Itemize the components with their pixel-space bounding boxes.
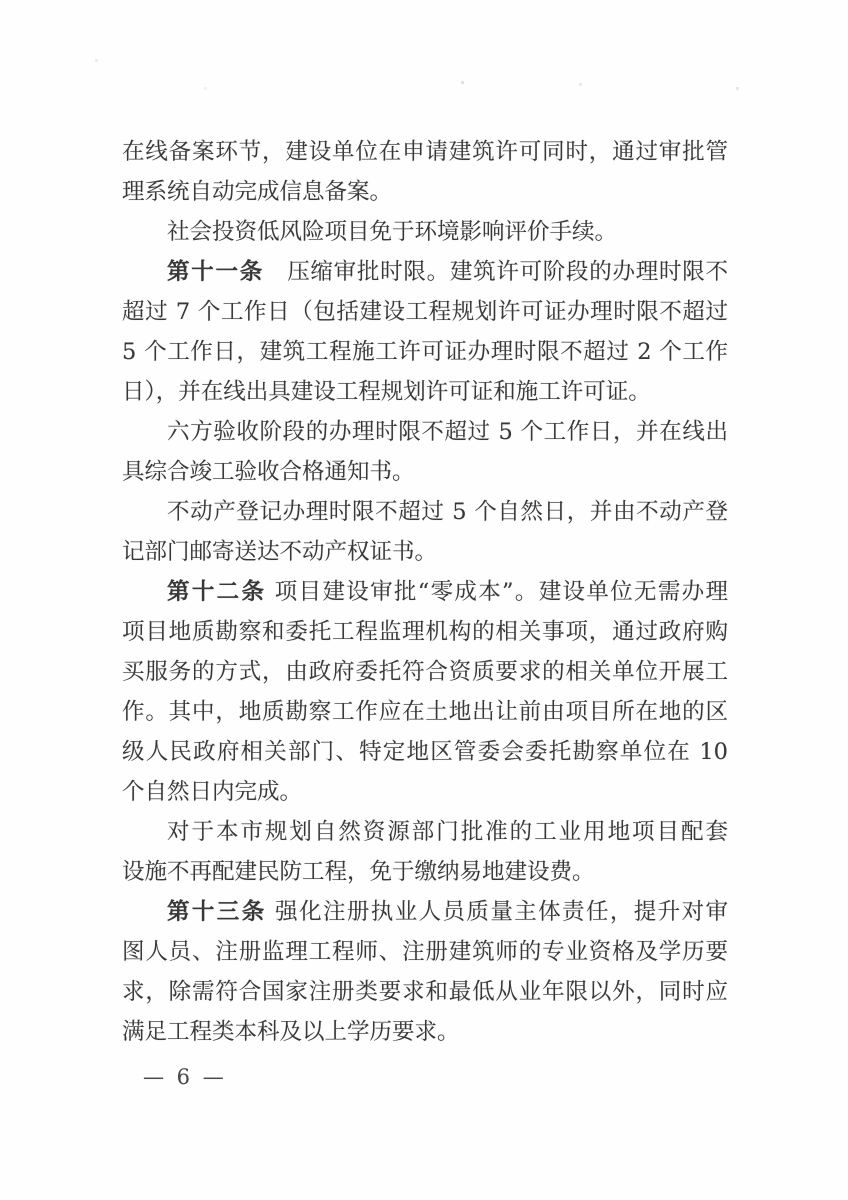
text-line (122, 212, 728, 252)
article-number: 第十三条 (167, 899, 267, 925)
text-line (122, 892, 728, 932)
text-line (122, 372, 728, 412)
page-number: — 6 — (143, 1065, 227, 1089)
line-text: 压缩审批时限。建筑许可阶段的办理时限不 (263, 259, 728, 285)
text-line (122, 532, 728, 572)
text-line (122, 1012, 728, 1052)
text-line (122, 172, 728, 212)
line-text: 记部门邮寄送达不动产权证书。 (122, 539, 438, 565)
article-number: 第十一条 (167, 259, 264, 285)
line-text: 超过 7 个工作日（包括建设工程规划许可证办理时限不超过 (122, 299, 728, 325)
article-number: 第十二条 (167, 579, 267, 605)
line-text: 满足工程类本科及以上学历要求。 (122, 1019, 460, 1045)
line-text: 项目建设审批“零成本”。建设单位无需办理 (266, 579, 728, 605)
document-body (122, 132, 728, 1052)
line-text: 强化注册执业人员质量主体责任，提升对审 (266, 899, 728, 925)
line-text: 在线备案环节，建设单位在申请建筑许可同时，通过审批管 (122, 139, 728, 165)
line-text: 5 个工作日，建筑工程施工许可证办理时限不超过 2 个工作 (122, 339, 728, 365)
line-text: 级人民政府相关部门、特定地区管委会委托勘察单位在 10 (122, 739, 728, 765)
line-text: 六方验收阶段的办理时限不超过 5 个工作日，并在线出 (167, 419, 728, 445)
text-line (122, 612, 728, 652)
text-line (122, 252, 728, 292)
line-text: 具综合竣工验收合格通知书。 (122, 459, 415, 485)
line-text: 个自然日内完成。 (122, 779, 303, 805)
line-text: 图人员、注册监理工程师、注册建筑师的专业资格及学历要 (122, 939, 728, 965)
text-line (122, 572, 728, 612)
text-line (122, 732, 728, 772)
text-line (122, 132, 728, 172)
text-line (122, 652, 728, 692)
line-text: 作。其中，地质勘察工作应在土地出让前由项目所在地的区 (122, 699, 728, 725)
text-line (122, 812, 728, 852)
line-text: 买服务的方式，由政府委托符合资质要求的相关单位开展工 (122, 659, 728, 685)
line-text: 理系统自动完成信息备案。 (122, 179, 393, 205)
line-text: 项目地质勘察和委托工程监理机构的相关事项，通过政府购 (122, 619, 728, 645)
line-text: 对于本市规划自然资源部门批准的工业用地项目配套 (167, 819, 728, 845)
text-line (122, 332, 728, 372)
line-text: 社会投资低风险项目免于环境影响评价手续。 (167, 219, 618, 245)
line-text: 日），并在线出具建设工程规划许可证和施工许可证。 (122, 379, 651, 405)
text-line (122, 972, 728, 1012)
text-line (122, 932, 728, 972)
text-line (122, 852, 728, 892)
line-text: 求，除需符合国家注册类要求和最低从业年限以外，同时应 (122, 979, 728, 1005)
text-line (122, 692, 728, 732)
text-line (122, 292, 728, 332)
text-line (122, 452, 728, 492)
text-line (122, 412, 728, 452)
scan-artifacts (0, 0, 1, 1)
line-text: 不动产登记办理时限不超过 5 个自然日，并由不动产登 (167, 499, 728, 525)
text-line (122, 492, 728, 532)
line-text: 设施不再配建民防工程，免于缴纳易地建设费。 (122, 859, 595, 885)
text-line (122, 772, 728, 812)
